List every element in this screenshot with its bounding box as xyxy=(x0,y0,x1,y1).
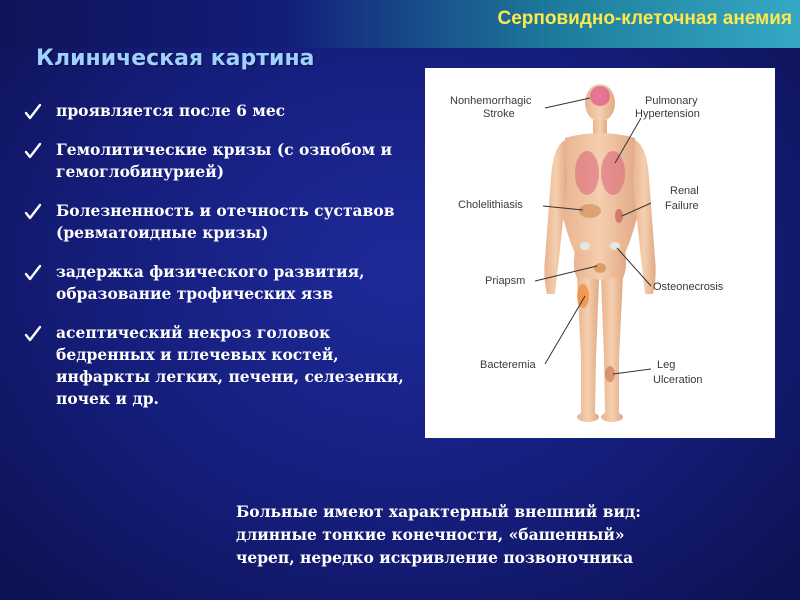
human-body xyxy=(544,84,655,422)
bullet-text: проявляется после 6 мес xyxy=(56,101,286,120)
bullet-list xyxy=(20,100,420,427)
slide-subtitle: Клиническая картина xyxy=(36,46,315,71)
bullet-item xyxy=(20,139,420,183)
slide-title: Серповидно-клеточная анемия xyxy=(497,8,792,29)
bullet-text: асептический некроз головок бедренных и плечевых костей, инфаркты легких, печени, селезенки, почек и др. xyxy=(56,323,404,408)
label-leg-2: Ulceration xyxy=(653,374,703,386)
bullet-item xyxy=(20,200,420,244)
label-priapism: Priapsm xyxy=(485,275,526,287)
bullet-item xyxy=(20,261,420,305)
anatomy-figure xyxy=(425,68,775,438)
bullet-text: Гемолитические кризы (с ознобом и гемоглобинурией) xyxy=(56,140,392,181)
note-line: Больные имеют характерный внешний вид: xyxy=(236,502,642,521)
label-cholelithiasis: Cholelithiasis xyxy=(458,199,523,211)
label-renal-2: Failure xyxy=(665,200,699,212)
label-stroke-2: Stroke xyxy=(483,108,515,120)
note-line: череп, нередко искривление позвоночника xyxy=(236,548,634,567)
check-icon xyxy=(24,142,42,160)
note-line: длинные тонкие конечности, «башенный» xyxy=(236,525,625,544)
label-leg-1: Leg xyxy=(657,359,676,371)
check-icon xyxy=(24,203,42,221)
check-icon xyxy=(24,325,42,343)
label-osteonecrosis: Osteonecrosis xyxy=(653,281,724,293)
label-stroke-1: Nonhemorrhagic xyxy=(450,95,532,107)
bullet-text: задержка физического развития, образование трофических язв xyxy=(56,262,365,303)
bullet-item xyxy=(20,100,420,122)
label-pulmonary-1: Pulmonary xyxy=(645,95,698,107)
bullet-text: Болезненность и отечность суставов (ревматоидные кризы) xyxy=(56,201,395,242)
bullet-item xyxy=(20,322,420,410)
check-icon xyxy=(24,264,42,282)
label-renal-1: Renal xyxy=(670,185,699,197)
label-pulmonary-2: Hypertension xyxy=(635,108,700,120)
check-icon xyxy=(24,103,42,121)
appearance-note xyxy=(236,500,756,569)
label-bacteremia: Bacteremia xyxy=(480,359,536,371)
body-illustration xyxy=(425,68,775,438)
